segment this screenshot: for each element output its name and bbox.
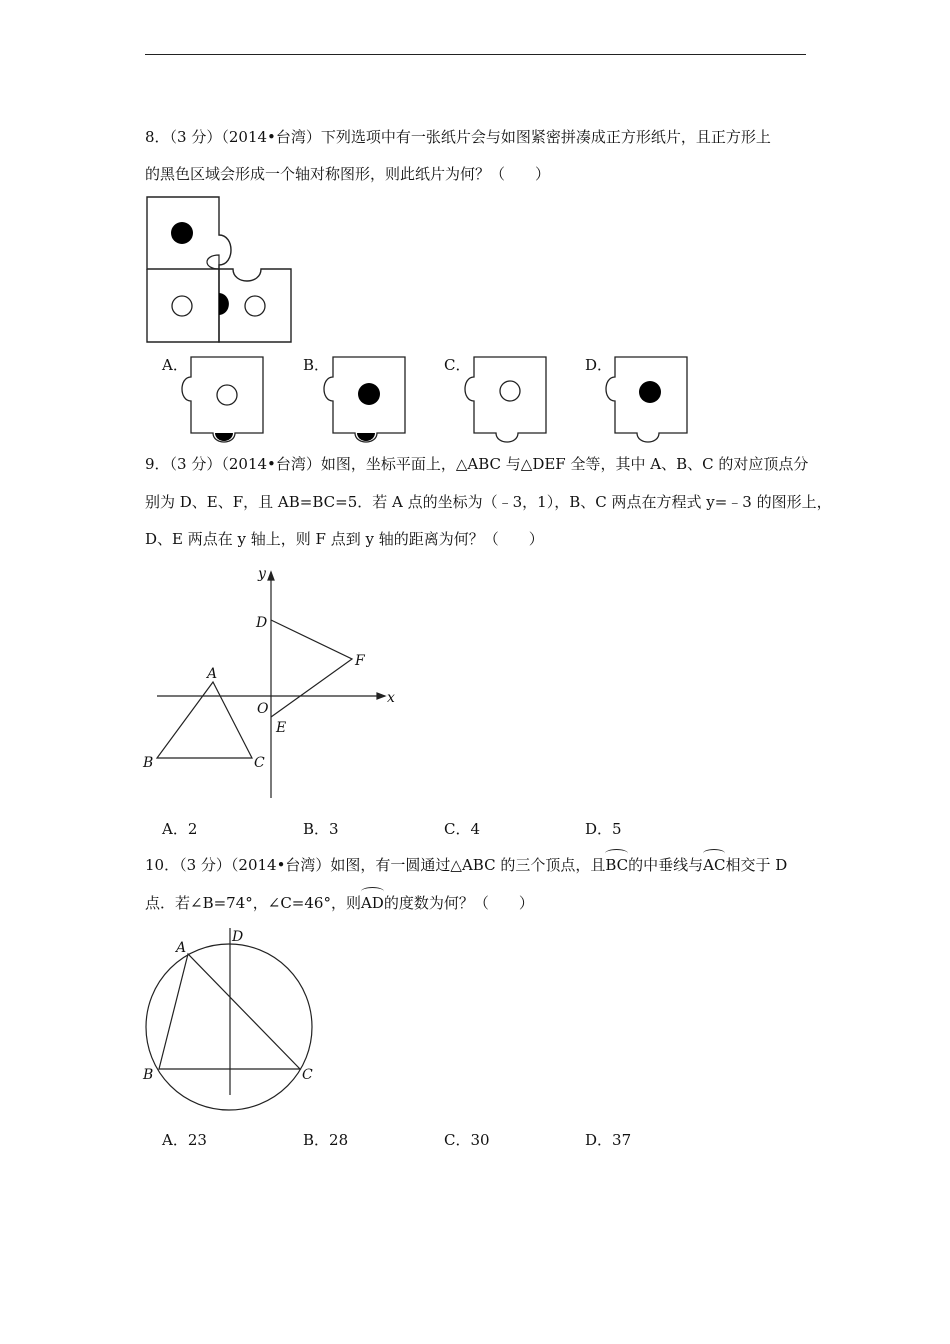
q10-label-d: D: [232, 929, 244, 945]
q10-label-b: B: [143, 1067, 154, 1083]
q10-stem-line1-part1: 10．（3 分）（2014•台湾）如图，有一圆通过△ABC 的三个顶点，且: [145, 856, 606, 874]
q9-label-c: C: [254, 755, 265, 771]
q9-option-c[interactable]: C．4: [444, 820, 481, 838]
q10-stem-line1-part3: 相交于 D: [725, 856, 788, 874]
q8-stem-line2: 的黑色区域会形成一个轴对称图形，则此纸片为何？（ ）: [145, 165, 551, 183]
q10-option-d[interactable]: D．37: [585, 1131, 632, 1149]
q10-option-b[interactable]: B．28: [303, 1131, 349, 1149]
q10-arc-ad: AD: [361, 889, 384, 913]
q9-label-x: x: [387, 690, 395, 706]
q10-arc-ac: AC: [703, 851, 725, 875]
q10-label-c: C: [302, 1067, 313, 1083]
q10-label-a: A: [176, 940, 187, 956]
q9-option-d[interactable]: D．5: [585, 820, 622, 838]
q9-label-b: B: [143, 755, 154, 771]
q10-stem-line2-part1: 点．若∠B=74°，∠C=46°，则: [145, 894, 361, 912]
q8-option-d-label: D．: [585, 356, 613, 374]
q9-label-f: F: [355, 653, 365, 669]
q10-stem-line1-part2: 的中垂线与: [628, 856, 704, 874]
q9-label-o: O: [257, 701, 269, 717]
q8-stem-line1: 8．（3 分）（2014•台湾）下列选项中有一张纸片会与如图紧密拼凑成正方形纸片，且正方形上: [145, 128, 771, 146]
q10-option-a[interactable]: A．23: [162, 1131, 207, 1149]
q8-option-b-label: B．: [303, 356, 330, 374]
q8-option-a-label: A．: [162, 356, 188, 374]
q9-option-b[interactable]: B．3: [303, 820, 339, 838]
q9-label-e: E: [276, 720, 287, 736]
q10-arc-bc: BC: [605, 851, 628, 875]
q8-option-c-label: C．: [444, 356, 471, 374]
q10-stem-line2-part2: 的度数为何？（ ）: [383, 894, 534, 912]
q9-stem-line3: D、E 两点在 y 轴上，则 F 点到 y 轴的距离为何？（ ）: [145, 530, 544, 548]
q9-stem-line1: 9．（3 分）（2014•台湾）如图，坐标平面上，△ABC 与△DEF 全等，其中 A、B、C 的对应顶点分: [145, 455, 809, 473]
q9-label-y: y: [258, 566, 266, 582]
q9-label-d: D: [256, 615, 268, 631]
q10-option-c[interactable]: C．30: [444, 1131, 490, 1149]
q9-stem-line2: 别为 D、E、F，且 AB=BC=5．若 A 点的坐标为（﹣3，1），B、C 两点在方程式 y=﹣3 的图形上，: [145, 493, 832, 511]
q9-label-a: A: [207, 666, 218, 682]
q9-option-a[interactable]: A．2: [162, 820, 198, 838]
